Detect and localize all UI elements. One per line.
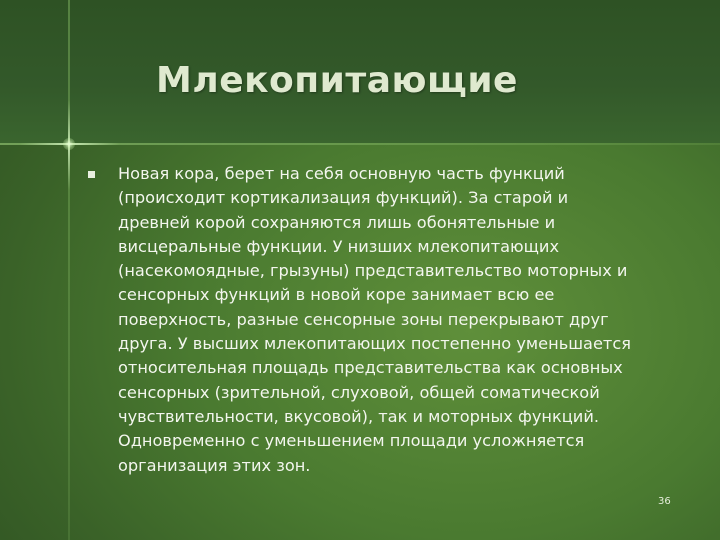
text-line: древней корой сохраняются лишь обонятельные и (118, 212, 556, 232)
text-line: Одновременно с уменьшением площади усложняется (118, 431, 585, 451)
text-line: чувствительности, вкусовой), так и моторных функций. (118, 406, 599, 426)
page-number: 36 (658, 496, 671, 507)
text-line: друга. У высших млекопитающих постепенно уменьшается (118, 334, 631, 354)
text-line: (насекомоядные, грызуны) представительство моторных и (118, 261, 628, 281)
text-line: поверхность, разные сенсорные зоны перекрывают друг (118, 309, 609, 329)
text-line: (происходит кортикализация функций). За старой и (118, 188, 569, 208)
text-line: сенсорных функций в новой коре занимает всю ее (118, 285, 555, 305)
bullet-text (118, 162, 678, 478)
text-line: относительная площадь представительства как основных (118, 358, 623, 378)
vertical-divider-line (68, 0, 70, 540)
text-line: организация этих зон. (118, 455, 311, 475)
sparkle-icon (63, 138, 75, 150)
text-line: висцеральные функции. У низших млекопитающих (118, 236, 560, 256)
square-bullet-icon (88, 171, 95, 178)
slide-title: Млекопитающие (156, 60, 518, 101)
text-line: сенсорных (зрительной, слуховой, общей соматической (118, 382, 600, 402)
text-line: Новая кора, берет на себя основную часть функций (118, 164, 565, 183)
